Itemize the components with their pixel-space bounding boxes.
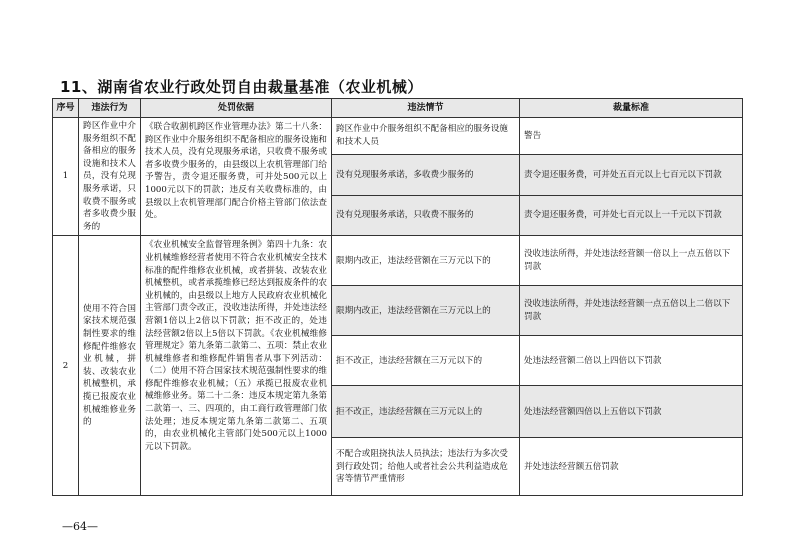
row1-circumstance-3: 没有兑现服务承诺，只收费不服务的 — [332, 195, 520, 236]
row2-circumstance-4: 拒不改正，违法经营额在三万元以上的 — [332, 386, 520, 438]
header-circumstance: 违法情节 — [332, 99, 520, 118]
table-row — [53, 236, 743, 286]
row2-standard-1: 没收违法所得，并处违法经营额一倍以上一点五倍以下罚款 — [520, 236, 743, 286]
row1-basis: 《联合收割机跨区作业管理办法》第二十八条：跨区作业中介服务组织不配备相应的服务设施和技术人员，没有兑现服务承诺，只收费不服务或者多收费少服务的，由县级以上农机管理部门给予警告，责令退还服务费，可并处500元以上1000元以下的罚款；违反有关收费标准的，由县级以上农机管理部门配合价格主管部门依法查处。 — [141, 118, 332, 236]
header-violation: 违法行为 — [79, 99, 141, 118]
page-title: 11、湖南省农业行政处罚自由裁量基准（农业机械） — [60, 78, 423, 96]
row2-standard-3: 处违法经营额二倍以上四倍以下罚款 — [520, 336, 743, 386]
row2-circumstance-5: 不配合或阻挠执法人员执法；违法行为多次受到行政处罚；给他人或者社会公共利益造成危害等情节严重情形 — [332, 438, 520, 496]
row1-standard-2: 责令退还服务费，可并处五百元以上七百元以下罚款 — [520, 155, 743, 196]
row1-standard-3: 责令退还服务费，可并处七百元以上一千元以下罚款 — [520, 195, 743, 236]
row2-violation: 使用不符合国家技术规范强制性要求的维修配件维修农业机械，拼装、改装农业机械整机，承揽已报废农业机械维修业务的 — [79, 236, 141, 496]
row1-violation: 跨区作业中介服务组织不配备相应的服务设施和技术人员，没有兑现服务承诺，只收费不服务或者多收费少服务的 — [79, 118, 141, 236]
table-row — [53, 118, 743, 155]
header-seq: 序号 — [53, 99, 79, 118]
row1-seq: 1 — [53, 118, 79, 236]
row2-circumstance-2: 限期内改正，违法经营额在三万元以上的 — [332, 286, 520, 336]
row2-standard-2: 没收违法所得，并处违法经营额一点五倍以上二倍以下罚款 — [520, 286, 743, 336]
header-basis: 处罚依据 — [141, 99, 332, 118]
header-standard: 裁量标准 — [520, 99, 743, 118]
page-number: —64— — [62, 520, 98, 533]
row2-circumstance-3: 拒不改正，违法经营额在三万元以下的 — [332, 336, 520, 386]
row2-circumstance-1: 限期内改正，违法经营额在三万元以下的 — [332, 236, 520, 286]
row2-standard-4: 处违法经营额四倍以上五倍以下罚款 — [520, 386, 743, 438]
row1-circumstance-1: 跨区作业中介服务组织不配备相应的服务设施和技术人员 — [332, 118, 520, 155]
row1-circumstance-2: 没有兑现服务承诺，多收费少服务的 — [332, 155, 520, 196]
penalty-table — [52, 98, 743, 496]
row2-standard-5: 并处违法经营额五倍罚款 — [520, 438, 743, 496]
table-header-row — [53, 99, 743, 118]
row2-basis: 《农业机械安全监督管理条例》第四十九条：农业机械维修经营者使用不符合农业机械安全技术标准的配件维修农业机械，或者拼装、改装农业机械整机，或者承揽维修已经达到报废条件的农业机械的，由县级以上地方人民政府农业机械化主管部门责令改正，没收违法所得，并处违法经营额1倍以上2倍以下罚款；拒不改正的，处违法经营额2倍以上5倍以下罚款。《农业机械维修管理规定》第九条第二款第二、五项：禁止农业机械维修者和维修配件销售者从事下列活动：（二）使用不符合国家技术规范强制性要求的维修配件维修农业机械；（五）承揽已报废农业机械维修业务。第二十二条：违反本规定第九条第二款第一、三、四项的，由工商行政管理部门依法处理；违反本规定第九条第二款第二、五项的，由农业机械化主管部门处500元以上1000元以下罚款。 — [141, 236, 332, 496]
row2-seq: 2 — [53, 236, 79, 496]
row1-standard-1: 警告 — [520, 118, 743, 155]
